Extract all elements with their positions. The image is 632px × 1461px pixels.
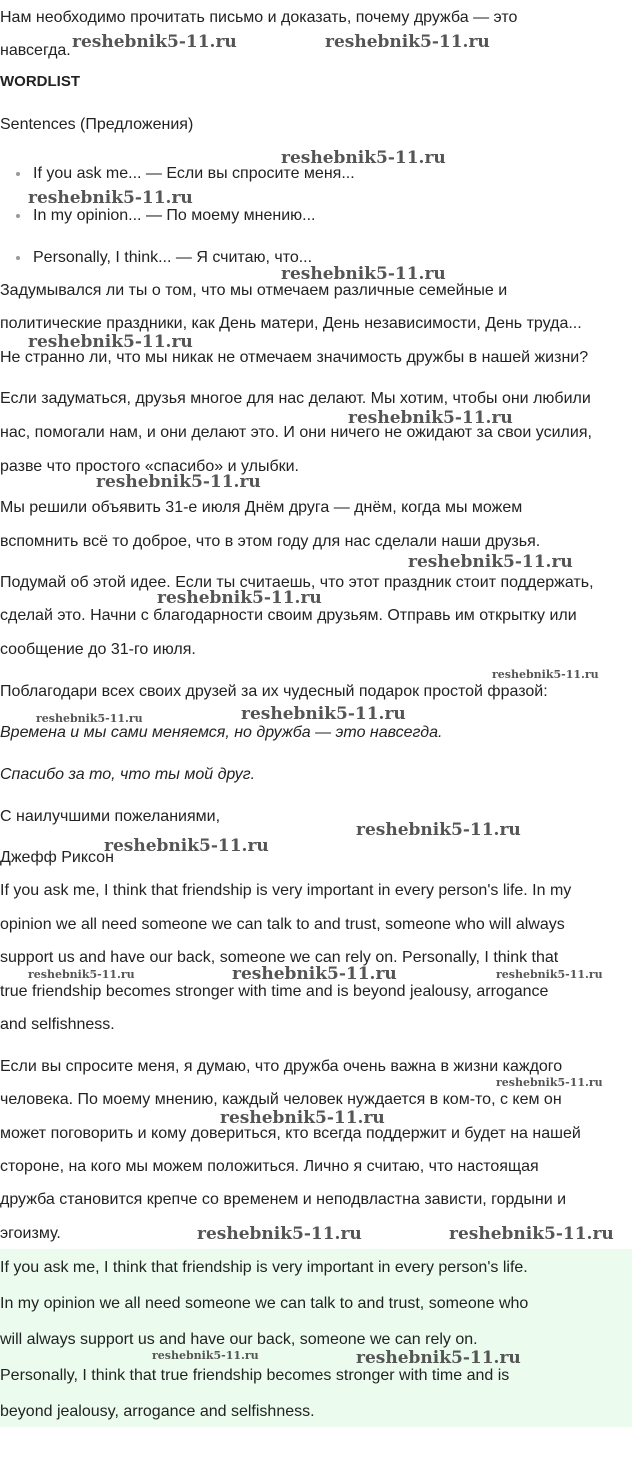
english-line: opinion we all need someone we can talk to and trust, someone who will always bbox=[0, 916, 565, 933]
wordlist-item: In my opinion... — По моему мнению... bbox=[33, 207, 316, 224]
letter-line: Поблагодари всех своих друзей за их чудесный подарок простой фразой: bbox=[0, 683, 548, 700]
english-line: and selfishness. bbox=[0, 1016, 115, 1033]
answer-line: If you ask me, I think that friendship is very important in every person's life. bbox=[0, 1259, 528, 1276]
bullet-dot bbox=[16, 172, 20, 176]
bullet-dot bbox=[16, 214, 20, 218]
watermark: reshebnik5-11.ru bbox=[220, 1108, 385, 1128]
watermark: reshebnik5-11.ru bbox=[241, 704, 406, 724]
watermark: reshebnik5-11.ru bbox=[449, 1224, 614, 1244]
watermark: reshebnik5-11.ru bbox=[408, 552, 573, 572]
letter-quote: Времена и мы сами меняемся, но дружба — это навсегда. bbox=[0, 724, 443, 741]
wordlist-subtitle: Sentences (Предложения) bbox=[0, 116, 194, 133]
russian-line: стороне, на кого мы можем положиться. Лично я считаю, что настоящая bbox=[0, 1158, 539, 1175]
wordlist-item: Personally, I think... — Я считаю, что... bbox=[33, 249, 313, 266]
letter-line: Не странно ли, что мы никак не отмечаем значимость дружбы в нашей жизни? bbox=[0, 349, 589, 366]
watermark: reshebnik5-11.ru bbox=[96, 472, 261, 492]
letter-line: нас, помогали нам, и они делают это. И они ничего не ожидают за свои усилия, bbox=[0, 424, 592, 441]
russian-line: может поговорить и кому довериться, кто всегда поддержит и будет на нашей bbox=[0, 1125, 581, 1142]
letter-line: разве что простого «спасибо» и улыбки. bbox=[0, 458, 299, 475]
watermark: reshebnik5-11.ru bbox=[281, 148, 446, 168]
watermark: reshebnik5-11.ru bbox=[325, 32, 490, 52]
letter-line: Мы решили объявить 31-е июля Днём друга — днём, когда мы можем bbox=[0, 499, 523, 516]
watermark: reshebnik5-11.ru bbox=[232, 964, 397, 984]
watermark: reshebnik5-11.ru bbox=[496, 1076, 603, 1089]
watermark: reshebnik5-11.ru bbox=[197, 1224, 362, 1244]
watermark: reshebnik5-11.ru bbox=[356, 1348, 521, 1368]
letter-line: политические праздники, как День матери, День независимости, День труда... bbox=[0, 315, 582, 332]
watermark: reshebnik5-11.ru bbox=[152, 1349, 259, 1362]
russian-line: дружба становится крепче со временем и неподвластна зависти, гордыни и bbox=[0, 1191, 567, 1208]
letter-signature: Джефф Риксон bbox=[0, 849, 114, 866]
letter-line: сделай это. Начни с благодарности своим друзьям. Отправь им открытку или bbox=[0, 607, 577, 624]
watermark: reshebnik5-11.ru bbox=[104, 836, 269, 856]
letter-line: Если задуматься, друзья многое для нас делают. Мы хотим, чтобы они любили bbox=[0, 390, 591, 407]
letter-line: Задумывался ли ты о том, что мы отмечаем различные семейные и bbox=[0, 282, 508, 299]
watermark: reshebnik5-11.ru bbox=[28, 332, 193, 352]
russian-line: человека. По моему мнению, каждый человек нуждается в ком-то, с кем он bbox=[0, 1091, 562, 1108]
russian-line: эгоизму. bbox=[0, 1225, 61, 1242]
letter-line: Подумай об этой идее. Если ты считаешь, что этот праздник стоит поддержать, bbox=[0, 574, 594, 591]
answer-line: Personally, I think that true friendship becomes stronger with time and is bbox=[0, 1367, 510, 1384]
english-line: true friendship becomes stronger with time and is beyond jealousy, arrogance bbox=[0, 983, 549, 1000]
letter-line: сообщение до 31-го июля. bbox=[0, 641, 196, 658]
answer-line: will always support us and have our back, someone we can rely on. bbox=[0, 1331, 478, 1348]
intro-line: навсегда. bbox=[0, 42, 71, 59]
watermark: reshebnik5-11.ru bbox=[28, 968, 135, 981]
watermark: reshebnik5-11.ru bbox=[157, 588, 322, 608]
watermark: reshebnik5-11.ru bbox=[36, 712, 143, 725]
answer-line: beyond jealousy, arrogance and selfishness. bbox=[0, 1403, 315, 1420]
russian-line: Если вы спросите меня, я думаю, что дружба очень важна в жизни каждого bbox=[0, 1058, 563, 1075]
letter-quote: Спасибо за то, что ты мой друг. bbox=[0, 766, 256, 783]
wordlist-title: WORDLIST bbox=[0, 73, 80, 90]
watermark: reshebnik5-11.ru bbox=[492, 668, 599, 681]
watermark: reshebnik5-11.ru bbox=[28, 188, 193, 208]
english-line: support us and have our back, someone we can rely on. Personally, I think that bbox=[0, 949, 559, 966]
letter-line: вспомнить всё то доброе, что в этом году для нас сделали наши друзья. bbox=[0, 533, 541, 550]
letter-closing: С наилучшими пожеланиями, bbox=[0, 808, 221, 825]
watermark: reshebnik5-11.ru bbox=[72, 32, 237, 52]
wordlist-item: If you ask me... — Если вы спросите меня... bbox=[33, 165, 355, 182]
watermark: reshebnik5-11.ru bbox=[496, 968, 603, 981]
watermark: reshebnik5-11.ru bbox=[356, 820, 521, 840]
watermark: reshebnik5-11.ru bbox=[348, 408, 513, 428]
answer-line: In my opinion we all need someone we can talk to and trust, someone who bbox=[0, 1295, 529, 1312]
bullet-dot bbox=[16, 256, 20, 260]
english-line: If you ask me, I think that friendship is very important in every person's life. In my bbox=[0, 882, 572, 899]
watermark: reshebnik5-11.ru bbox=[281, 264, 446, 284]
intro-line: Нам необходимо прочитать письмо и доказать, почему дружба — это bbox=[0, 9, 518, 26]
